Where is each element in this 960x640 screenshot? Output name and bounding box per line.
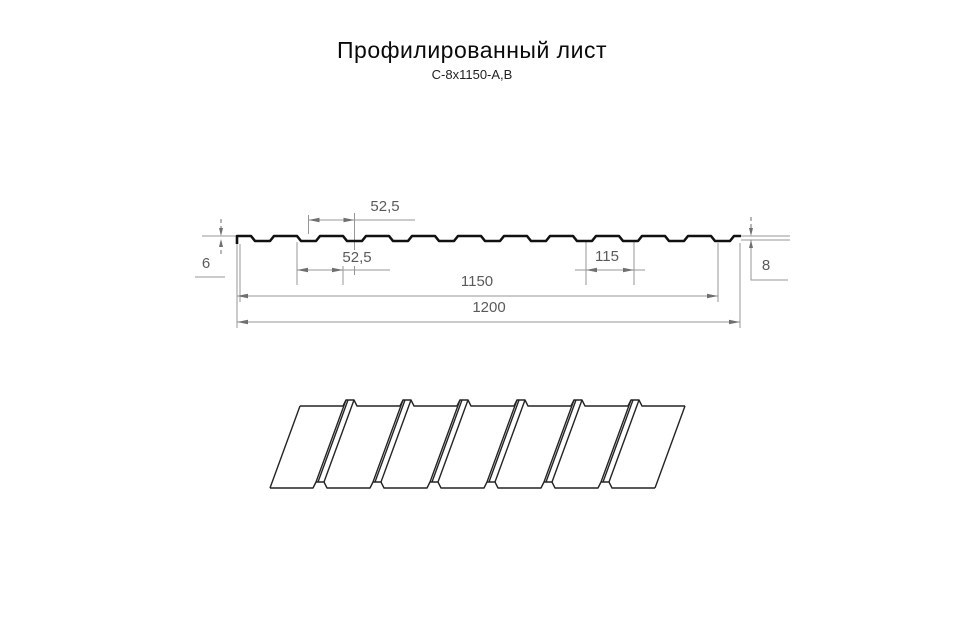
sheet-rib-lines bbox=[316, 400, 639, 482]
sheet-bottom-edge bbox=[270, 482, 655, 488]
profile-cross-section-drawing bbox=[185, 195, 800, 340]
dim-label-edge-height: 6 bbox=[199, 256, 213, 272]
sheet-top-edge bbox=[300, 400, 685, 406]
page-title: Профилированный лист bbox=[337, 37, 607, 63]
profile-outline bbox=[237, 236, 741, 244]
height-8-arrowhead-up bbox=[749, 240, 753, 248]
dim-label-pitch-bottom: 52,5 bbox=[339, 250, 374, 266]
height-8-reference-lines bbox=[741, 236, 790, 240]
sheet-side-edges bbox=[270, 406, 685, 488]
height-6-arrowhead-up bbox=[219, 239, 223, 247]
dim-label-profile-height: 8 bbox=[759, 258, 773, 274]
profile-designation: С-8х1150-А,В bbox=[431, 67, 513, 82]
height-8-arrowhead-down bbox=[749, 228, 753, 236]
left-edge-extension-lines bbox=[237, 244, 240, 328]
height-6-arrowhead-down bbox=[219, 228, 223, 236]
dim-label-working-width: 1150 bbox=[458, 274, 496, 290]
dim-label-spacing-115: 115 bbox=[592, 249, 622, 265]
pitch-bottom-extension-lines bbox=[297, 242, 343, 285]
dim-label-overall-width: 1200 bbox=[469, 300, 508, 316]
dim-label-pitch-top: 52,5 bbox=[367, 199, 402, 215]
sheet-3d-view bbox=[260, 392, 700, 524]
